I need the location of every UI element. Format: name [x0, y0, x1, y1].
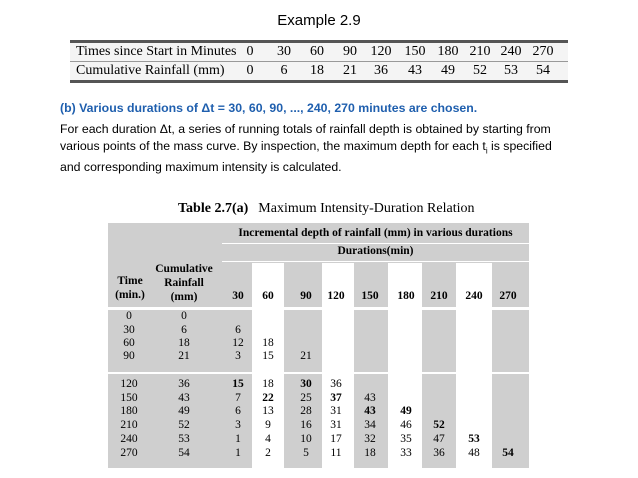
depth-cell: 3: [235, 350, 241, 362]
duration-col-header: 150: [361, 290, 379, 302]
cumulative-cell: 21: [178, 350, 190, 362]
paragraph-line: various points of the mass curve. By inspection, the maximum depth for each $t_i$ is specified: [60, 139, 552, 156]
duration-col-header: 90: [300, 290, 312, 302]
depth-cell: 33: [400, 447, 412, 459]
time-value: 30: [277, 44, 291, 59]
time-cell: 30: [123, 324, 135, 336]
depth-cell: 53: [468, 433, 480, 445]
depth-cell: 18: [262, 337, 274, 349]
depth-cell: 46: [400, 419, 412, 431]
rainfall-value: 18: [310, 63, 324, 78]
slide-title: Example 2.9: [277, 12, 361, 29]
depth-cell: 25: [300, 392, 312, 404]
depth-cell: 48: [468, 447, 480, 459]
cumulative-col-header: Rainfall: [164, 277, 204, 289]
depth-cell: 15: [232, 378, 244, 390]
depth-cell: 18: [364, 447, 376, 459]
time-value: 0: [246, 44, 254, 59]
rainfall-value: 43: [408, 63, 422, 78]
duration-col-header: 240: [465, 290, 483, 302]
time-value: 270: [532, 44, 554, 59]
durations-header: Durations(min): [337, 245, 414, 257]
time-value: 180: [437, 44, 459, 59]
cumulative-cell: 18: [178, 337, 190, 349]
time-value: 240: [500, 44, 522, 59]
depth-cell: 52: [433, 419, 445, 431]
time-value: 150: [404, 44, 426, 59]
time-cell: 180: [120, 405, 138, 417]
subscript-i: i: [485, 146, 488, 156]
depth-cell: 54: [502, 447, 514, 459]
depth-cell: 10: [300, 433, 312, 445]
depth-cell: 7: [235, 392, 241, 404]
cumulative-col-header: Cumulative: [155, 263, 213, 275]
depth-cell: 2: [265, 447, 271, 459]
rainfall-data-table: [70, 40, 568, 83]
time-cell: 0: [126, 310, 132, 322]
table-caption-text: Maximum Intensity-Duration Relation: [258, 201, 475, 216]
depth-cell: 4: [265, 433, 271, 445]
cumulative-cell: 6: [181, 324, 187, 336]
cumulative-cell: 53: [178, 433, 190, 445]
depth-cell: 1: [235, 433, 241, 445]
time-cell: 150: [120, 392, 138, 404]
depth-cell: 37: [330, 392, 342, 404]
time-cell: 210: [120, 419, 138, 431]
time-value: 120: [370, 44, 392, 59]
depth-cell: 43: [364, 405, 376, 417]
depth-cell: 47: [433, 433, 445, 445]
table-number: Table 2.7(a): [178, 201, 249, 216]
cumulative-row-label: Cumulative Rainfall (mm): [76, 63, 225, 78]
cumulative-col-header: (mm): [170, 291, 198, 303]
depth-cell: 31: [330, 419, 342, 431]
depth-cell: 3: [235, 419, 241, 431]
time-cell: 120: [120, 378, 138, 390]
times-row: [70, 43, 568, 61]
durations-rule: [222, 261, 529, 262]
rainfall-value: 52: [473, 63, 487, 78]
depth-cell: 36: [433, 447, 445, 459]
cumulative-cell: 36: [178, 378, 190, 390]
depth-cell: 6: [235, 324, 241, 336]
cumulative-cell: 0: [181, 310, 187, 322]
time-cell: 240: [120, 433, 138, 445]
depth-cell: 34: [364, 419, 376, 431]
cumulative-row: [70, 61, 568, 80]
depth-cell: 31: [330, 405, 342, 417]
time-cell: 90: [123, 350, 135, 362]
rainfall-value: 0: [246, 63, 254, 78]
depth-cell: 12: [232, 337, 244, 349]
cumulative-cell: 43: [178, 392, 190, 404]
group-header-rule: [222, 243, 529, 244]
time-cell: 60: [123, 337, 135, 349]
time-value: 60: [310, 44, 324, 59]
time-col-header: Time: [117, 275, 143, 287]
block-divider: [108, 372, 529, 374]
rainfall-value: 6: [280, 63, 288, 78]
depth-cell: 17: [330, 433, 342, 445]
depth-cell: 28: [300, 405, 312, 417]
duration-col-header: 60: [262, 290, 274, 302]
depth-cell: 21: [300, 350, 312, 362]
times-row-label: Times since Start in Minutes: [76, 44, 237, 59]
depth-cell: 13: [262, 405, 274, 417]
time-col-header: (min.): [115, 289, 145, 301]
depth-cell: 35: [400, 433, 412, 445]
cumulative-cell: 52: [178, 419, 190, 431]
depth-cell: 16: [300, 419, 312, 431]
time-value: 210: [469, 44, 491, 59]
depth-cell: 5: [303, 447, 309, 459]
depth-cell: 1: [235, 447, 241, 459]
depth-cell: 22: [262, 392, 274, 404]
intensity-duration-table: [108, 223, 529, 468]
depth-cell: 9: [265, 419, 271, 431]
duration-col-header: 30: [232, 290, 244, 302]
rainfall-value: 36: [374, 63, 388, 78]
duration-col-header: 120: [327, 290, 345, 302]
rainfall-value: 21: [343, 63, 357, 78]
depth-cell: 6: [235, 405, 241, 417]
table-caption: [178, 201, 474, 217]
rainfall-value: 49: [441, 63, 455, 78]
time-cell: 270: [120, 447, 138, 459]
group-header: Incremental depth of rainfall (mm) in various durations: [238, 227, 513, 239]
section-subtitle: (b) Various durations of Δt = 30, 60, 90, ..., 240, 270 minutes are chosen.: [60, 101, 478, 115]
paragraph-line: and corresponding maximum intensity is calculated.: [60, 160, 342, 175]
depth-cell: 15: [262, 350, 274, 362]
paragraph-line: For each duration Δt, a series of running totals of rainfall depth is obtained by starting from: [60, 122, 551, 136]
depth-cell: 18: [262, 378, 274, 390]
duration-col-header: 210: [430, 290, 448, 302]
depth-cell: 11: [330, 447, 342, 459]
explanation-paragraph: [60, 121, 600, 176]
rainfall-value: 53: [504, 63, 518, 78]
duration-col-header: 180: [397, 290, 415, 302]
depth-cell: 49: [400, 405, 412, 417]
time-value: 90: [343, 44, 357, 59]
depth-cell: 30: [300, 378, 312, 390]
depth-cell: 36: [330, 378, 342, 390]
rainfall-value: 54: [536, 63, 550, 78]
depth-cell: 32: [364, 433, 376, 445]
cumulative-cell: 49: [178, 405, 190, 417]
depth-cell: 43: [364, 392, 376, 404]
cumulative-cell: 54: [178, 447, 190, 459]
duration-col-header: 270: [499, 290, 517, 302]
